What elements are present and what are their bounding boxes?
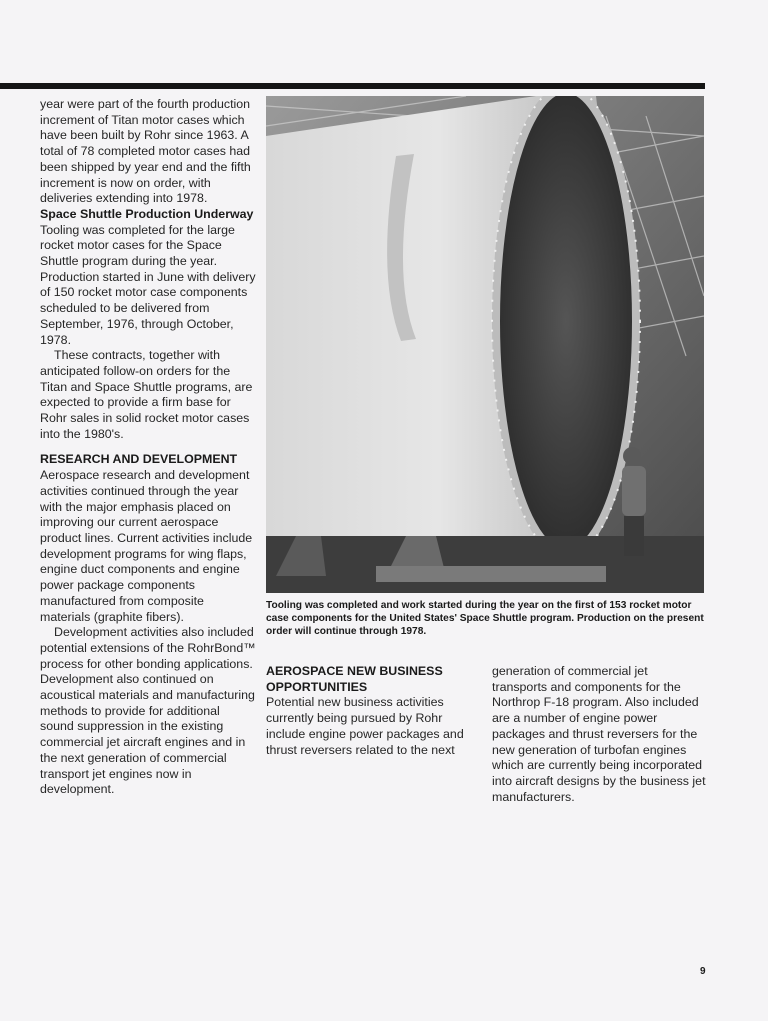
subheading-space-shuttle: Space Shuttle Production Underway <box>40 206 254 221</box>
body-paragraph: Tooling was completed for the large rocket motor cases for the Space Shuttle program during the year. Production started in June with delivery of 150 rocket motor case components scheduled to be delivered from September, 1976, through October, 1978. <box>40 222 256 347</box>
right-column <box>492 664 706 805</box>
body-paragraph: generation of commercial jet transports and components for the Northrop F-18 program. Also included are a number of engine power packages and thrust reversers for the new generation of turbofan engines which are currently being incorporated into aircraft designs by the business jet manufacturers. <box>492 664 706 804</box>
section-heading-new-business: AEROSPACE NEW BUSINESS OPPORTUNITIES <box>266 664 443 694</box>
section-heading-research: RESEARCH AND DEVELOPMENT <box>40 452 238 467</box>
body-paragraph: Aerospace research and development activities continued through the year with the major emphasis placed on improving our current aerospace product lines. Current activities include development programs for wing flaps, engine duct components and engine power package components manufactured from composite materials (graphite fibers). <box>40 468 253 624</box>
body-paragraph: Development activities also included potential extensions of the RohrBond™ process for other bonding applications. Development also continued on acoustical materials and manufacturing methods to provide for additional sound suppression in the existing commercial jet aircraft engines and in the next generation of commercial transport jet engines now in development. <box>40 625 256 797</box>
rocket-motor-case-photo <box>266 96 704 593</box>
page-number: 9 <box>700 966 706 977</box>
body-paragraph: year were part of the fourth production increment of Titan motor cases which have been built by Rohr since 1963. A total of 78 completed motor cases had been shipped by year end and the fifth increment is now on order, with deliveries extending into 1978. <box>40 97 251 206</box>
left-column <box>40 97 256 798</box>
body-paragraph: These contracts, together with anticipated follow-on orders for the Titan and Space Shuttle programs, are expected to provide a firm base for Rohr sales in solid rocket motor cases into the 1980's. <box>40 348 253 441</box>
body-paragraph: Potential new business activities currently being pursued by Rohr include engine power packages and thrust reversers related to the next <box>266 695 464 757</box>
middle-column <box>266 664 480 758</box>
photo-caption: Tooling was completed and work started during the year on the first of 153 rocket motor case components for the United States' Space Shuttle program. Production on the present order will continue through 1978. <box>266 600 704 638</box>
top-rule <box>0 83 705 89</box>
